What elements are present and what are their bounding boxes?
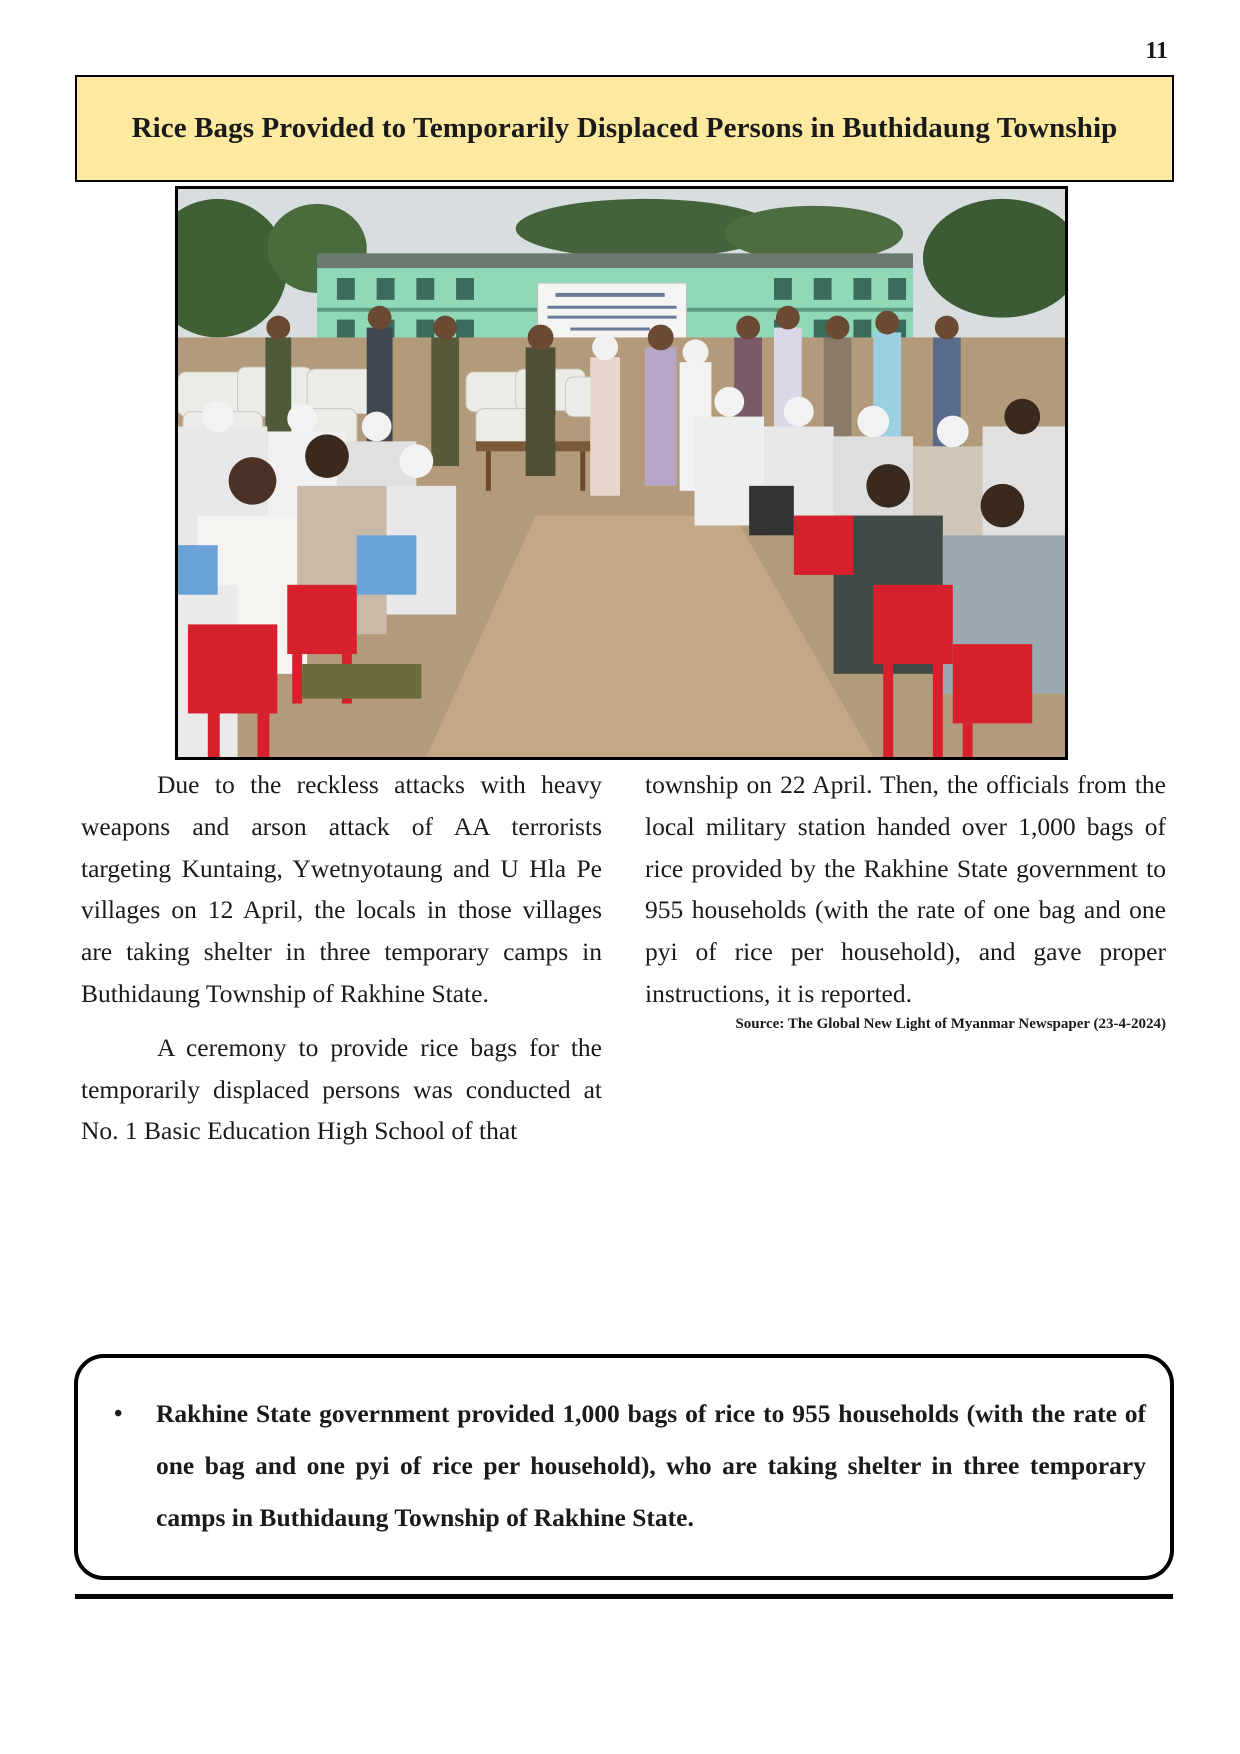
article-column-left bbox=[81, 764, 602, 1152]
article-paragraph-2-text: A ceremony to provide rice bags for the temporarily displaced persons was conducted at No. 1 Basic Education High School of that bbox=[81, 1032, 602, 1146]
page-number: 11 bbox=[1145, 38, 1168, 64]
article-column-right bbox=[645, 764, 1166, 1015]
summary-box bbox=[74, 1354, 1174, 1580]
source-citation: Source: The Global New Light of Myanmar Newspaper (23-4-2024) bbox=[735, 1016, 1166, 1032]
article-paragraph-1: Due to the reckless attacks with heavy weapons and arson attack of AA terrorists targeting Kuntaing, Ywetnyotaung and U Hla Pe villages on 12 April, the locals in those villages are taking shelter in three temporary camps in Buthidaung Township of Rakhine State. bbox=[81, 770, 602, 1008]
bottom-divider bbox=[75, 1594, 1173, 1599]
page-title: Rice Bags Provided to Temporarily Displaced Persons in Buthidaung Township bbox=[131, 112, 1118, 144]
article-paragraph-2 bbox=[81, 1027, 602, 1152]
summary-item bbox=[114, 1388, 1146, 1544]
bullet-icon: • bbox=[114, 1401, 123, 1427]
summary-text: Rakhine State government provided 1,000 bags of rice to 955 households (with the rate of one bag and one pyi of rice per household), who are taking shelter in three temporary camps in Buthidaung Township of Rakhine State. bbox=[156, 1399, 1146, 1532]
title-banner bbox=[75, 75, 1174, 182]
ceremony-photo-illustration bbox=[178, 189, 1065, 757]
summary-list bbox=[114, 1388, 1146, 1544]
ceremony-photo bbox=[175, 186, 1068, 760]
article-paragraph-2-continued: township on 22 April. Then, the officials from the local military station handed over 1,000 bags of rice provided by the Rakhine State government to 955 households (with the rate of one bag and one pyi of rice per household), and gave proper instructions, it is reported. bbox=[645, 770, 1166, 1008]
